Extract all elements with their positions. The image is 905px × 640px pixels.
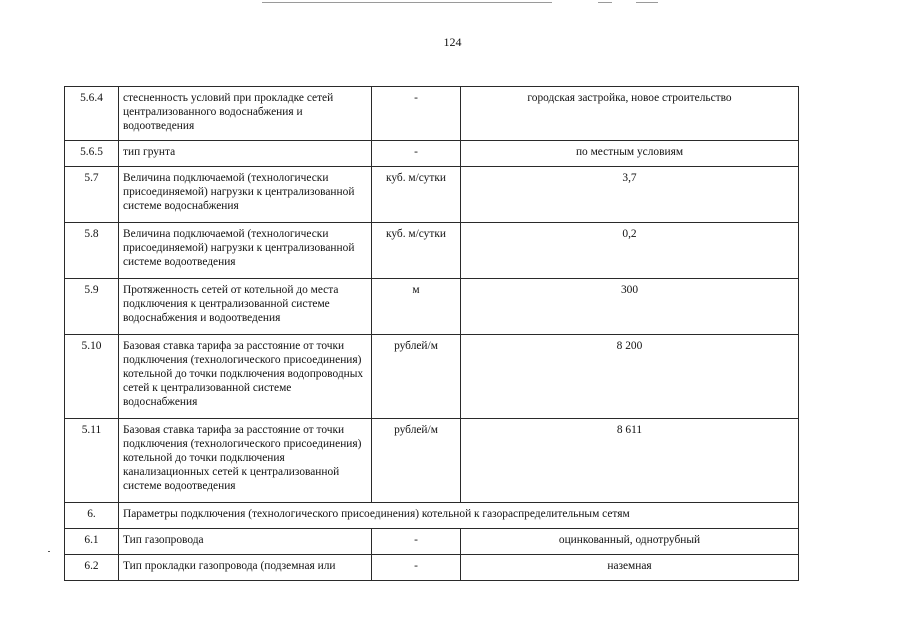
row-value: наземная: [461, 555, 799, 581]
table-row: [65, 279, 799, 335]
scan-artifact-line: [636, 2, 658, 3]
row-parameter: Величина подключаемой (технологически присоединяемой) нагрузки к централизованной системе водоотведения: [119, 223, 372, 279]
row-parameter: тип грунта: [119, 141, 372, 167]
row-unit: рублей/м: [372, 419, 461, 503]
table-row: [65, 529, 799, 555]
row-parameter: Величина подключаемой (технологически присоединяемой) нагрузки к централизованной системе водоснабжения: [119, 167, 372, 223]
row-number: 6.2: [65, 555, 119, 581]
row-number: 6.1: [65, 529, 119, 555]
row-value: 3,7: [461, 167, 799, 223]
row-unit: куб. м/сутки: [372, 167, 461, 223]
row-value: по местным условиям: [461, 141, 799, 167]
scan-artifact-dot: [48, 551, 50, 552]
row-unit: куб. м/сутки: [372, 223, 461, 279]
row-number: 5.6.5: [65, 141, 119, 167]
table-row: [65, 335, 799, 419]
row-unit: -: [372, 87, 461, 141]
section-number: 6.: [65, 503, 119, 529]
table-row: [65, 87, 799, 141]
row-unit: рублей/м: [372, 335, 461, 419]
row-value: 300: [461, 279, 799, 335]
row-unit: -: [372, 555, 461, 581]
row-unit: м: [372, 279, 461, 335]
row-unit: -: [372, 529, 461, 555]
row-parameter: Тип прокладки газопровода (подземная или: [119, 555, 372, 581]
specification-table: [64, 86, 799, 581]
row-number: 5.7: [65, 167, 119, 223]
row-parameter: Базовая ставка тарифа за расстояние от точки подключения (технологического присоединения) котельной до точки подключения водопроводных сетей к централизованной системе водоснабжения: [119, 335, 372, 419]
row-value: 8 611: [461, 419, 799, 503]
page-number: 124: [443, 35, 462, 49]
row-parameter: стесненность условий при прокладке сетей централизованного водоснабжения и водоотведения: [119, 87, 372, 141]
table-row: [65, 141, 799, 167]
row-number: 5.6.4: [65, 87, 119, 141]
scan-artifact-line: [598, 2, 612, 3]
table-row: [65, 223, 799, 279]
section-row: [65, 503, 799, 529]
row-number: 5.8: [65, 223, 119, 279]
table-row: [65, 419, 799, 503]
row-parameter: Базовая ставка тарифа за расстояние от точки подключения (технологического присоединения) котельной до точки подключения канализационных сетей к централизованной системе водоотведения: [119, 419, 372, 503]
row-value: оцинкованный, однотрубный: [461, 529, 799, 555]
row-parameter: Протяженность сетей от котельной до места подключения к централизованной системе водоснабжения и водоотведения: [119, 279, 372, 335]
table-row: [65, 167, 799, 223]
row-value: городская застройка, новое строительство: [461, 87, 799, 141]
section-title: Параметры подключения (технологического присоединения) котельной к газораспределительным сетям: [119, 503, 799, 529]
row-value: 0,2: [461, 223, 799, 279]
row-value: 8 200: [461, 335, 799, 419]
row-number: 5.11: [65, 419, 119, 503]
table-row: [65, 555, 799, 581]
row-unit: -: [372, 141, 461, 167]
row-parameter: Тип газопровода: [119, 529, 372, 555]
scan-artifact-line: [262, 2, 552, 3]
row-number: 5.10: [65, 335, 119, 419]
row-number: 5.9: [65, 279, 119, 335]
